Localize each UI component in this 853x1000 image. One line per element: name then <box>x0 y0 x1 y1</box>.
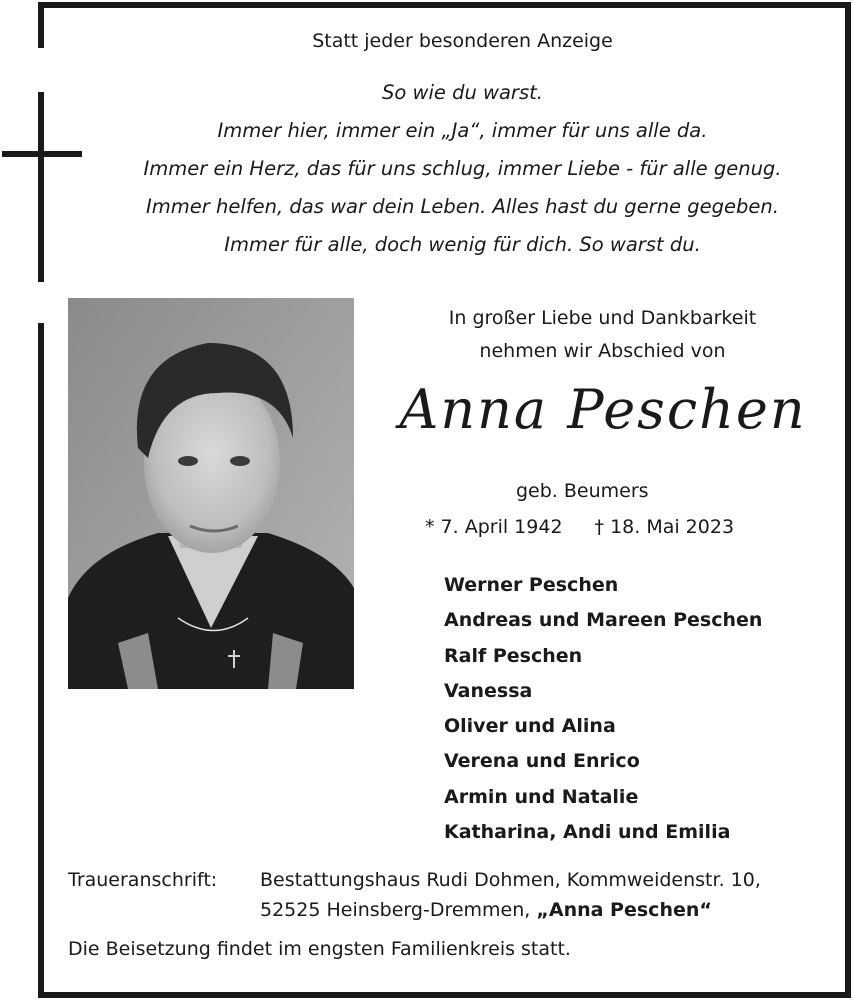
address-city: 52525 Heinsberg-Dremmen, <box>260 899 537 921</box>
life-dates <box>425 516 734 538</box>
family-member: Armin und Natalie <box>444 785 639 808</box>
poem-line: Immer helfen, das war dein Leben. Alles hast du gerne gegeben. <box>146 195 779 218</box>
address-lines <box>260 865 761 925</box>
family-member: Katharina, Andi und Emilia <box>444 821 731 844</box>
deceased-name: Anna Peschen <box>399 378 807 441</box>
frame-left-border-bottom <box>38 323 44 998</box>
portrait-photo <box>68 298 354 689</box>
birth-date: * 7. April 1942 <box>425 516 563 538</box>
poem-line: Immer ein Herz, das für uns schlug, immer Liebe - für alle genug. <box>143 157 782 180</box>
frame-bottom-border <box>38 992 851 998</box>
intro-line: nehmen wir Abschied von <box>479 340 726 362</box>
notice-header: Statt jeder besonderen Anzeige <box>312 30 613 52</box>
family-member: Andreas und Mareen Peschen <box>444 609 763 632</box>
poem <box>0 74 853 264</box>
address-line-1: Bestattungshaus Rudi Dohmen, Kommweidenstr. 10, <box>260 869 761 891</box>
poem-line: Immer hier, immer ein „Ja“, immer für uns alle da. <box>217 119 708 142</box>
address-label: Traueranschrift: <box>68 869 218 891</box>
poem-line: Immer für alle, doch wenig für dich. So warst du. <box>224 233 701 256</box>
family-member: Werner Peschen <box>444 574 619 596</box>
birth-name: geb. Beumers <box>516 480 649 502</box>
family-member: Verena und Enrico <box>444 750 640 773</box>
death-date: † 18. Mai 2023 <box>594 516 735 538</box>
burial-note: Die Beisetzung findet im engsten Familienkreis statt. <box>68 938 571 960</box>
family-member: Ralf Peschen <box>444 644 583 667</box>
address-reference: „Anna Peschen“ <box>536 899 712 921</box>
intro-line: In großer Liebe und Dankbarkeit <box>448 307 757 329</box>
address-line-2 <box>260 895 761 925</box>
portrait-image <box>68 298 354 689</box>
family-list <box>444 568 762 850</box>
family-member: Vanessa <box>444 679 533 702</box>
family-member: Oliver und Alina <box>444 715 616 738</box>
farewell-intro <box>370 302 835 368</box>
poem-line: So wie du warst. <box>382 81 543 104</box>
frame-top-border <box>38 2 851 8</box>
